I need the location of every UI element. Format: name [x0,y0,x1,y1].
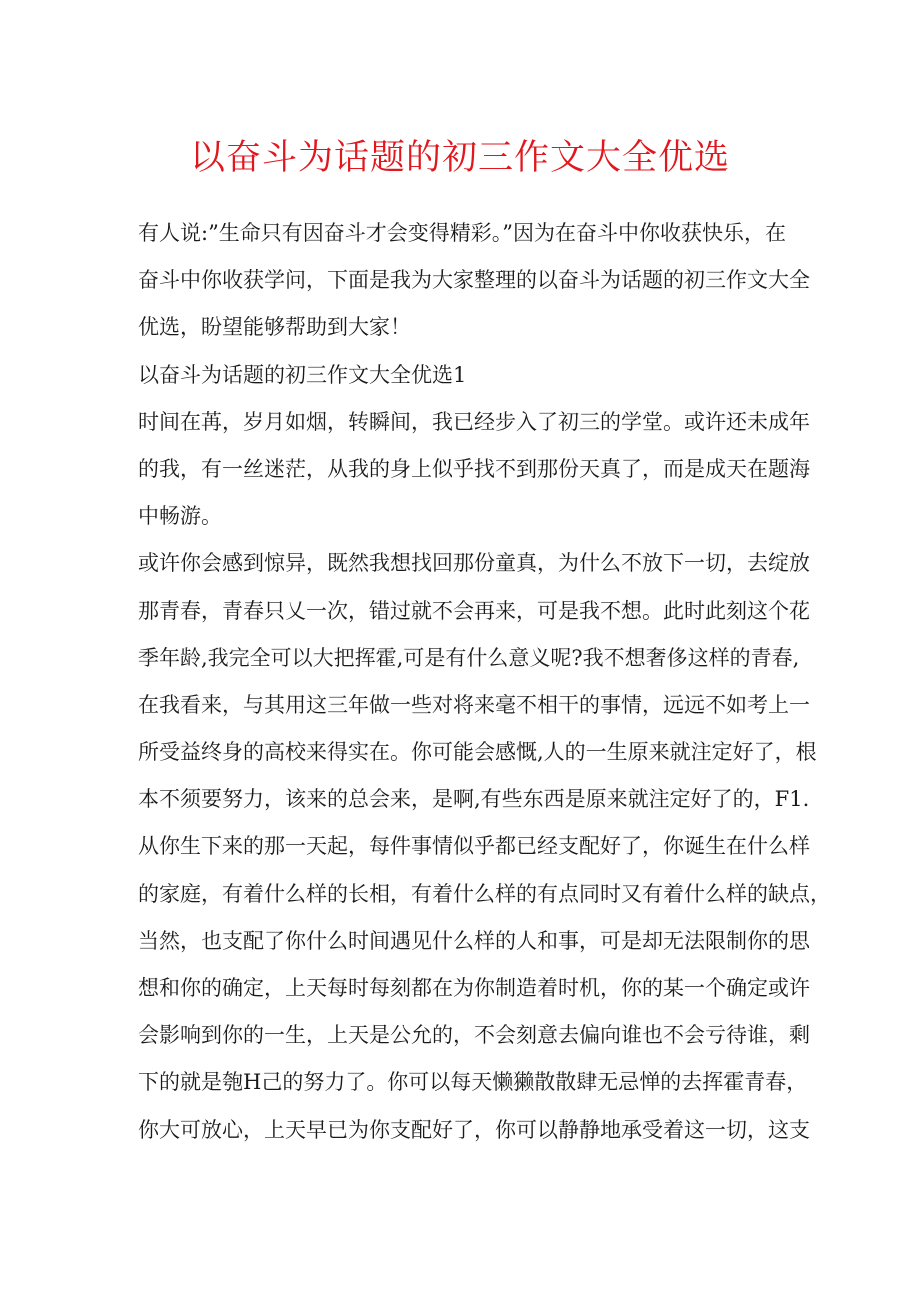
text-line: 的我，有一丝迷茫，从我的身上似乎找不到那份天真了，而是成天在题海 [138,456,810,481]
text-line: 时间在苒，岁月如烟，转瞬间，我已经步入了初三的学堂。或许还未成年 [138,409,810,434]
text-line: 从你生下来的那一天起，每件事情似乎都已经支配好了，你诞生在什么样 [138,834,810,859]
text-line: 或许你会感到惊异，既然我想找回那份童真，为什么不放下一切，去绽放 [138,551,810,576]
text-line: 季年龄,我完全可以大把挥霍,可是有什么意义呢?我不想奢侈这样的青春, [138,645,800,670]
text-line: 你大可放心，上天早已为你支配好了，你可以静静地承受着这一切，这支 [138,1117,810,1142]
text-line: 下的就是匏H己的努力了。你可以每天懒獭散散肆无忌惮的去挥霍青春， [138,1070,808,1095]
text-line: 以奋斗为话题的初三作文大全优选1 [138,362,467,387]
text-line: 在我看来，与其用这三年做一些对将来毫不相干的事情，远远不如考上一 [138,692,810,717]
text-line: 会影响到你的一生，上天是公允的，不会刻意去偏向谁也不会亏待谁，剩 [138,1023,810,1048]
document-body [138,212,831,1156]
text-line: 所受益终身的高校来得实在。你可能会感慨,人的一生原来就注定好了，根 [138,740,817,765]
text-line: 本不须要努力，该来的总会来，是啊,有些东西是原来就注定好了的，F1. [138,787,810,812]
text-line: 那青春，青春只乂一次，错过就不会再来，可是我不想。此时此刻这个花 [138,598,810,623]
document-title: 以奋斗为话题的初三作文大全优选 [189,138,730,178]
text-line: 有人说:”生命只有因奋斗才会变得精彩。”因为在奋斗中你收获快乐，在 [138,221,787,245]
text-line: 奋斗中你收获学问，下面是我为大家整理的以奋斗为话题的初三作文大全 [138,268,810,293]
text-line: 中畅游。 [138,504,222,529]
text-line: 想和你的确定，上天每时每刻都在为你制造着时机，你的某一个确定或许 [138,976,810,1000]
text-line: 的家庭，有着什么样的长相，有着什么样的有点同时又有着什么样的缺点， [138,881,831,906]
text-line: 当然，也支配了你什么时间遇见什么样的人和事，可是却无法限制你的思 [138,928,810,953]
text-line: 优选，盼望能够帮助到大家！ [138,315,411,340]
